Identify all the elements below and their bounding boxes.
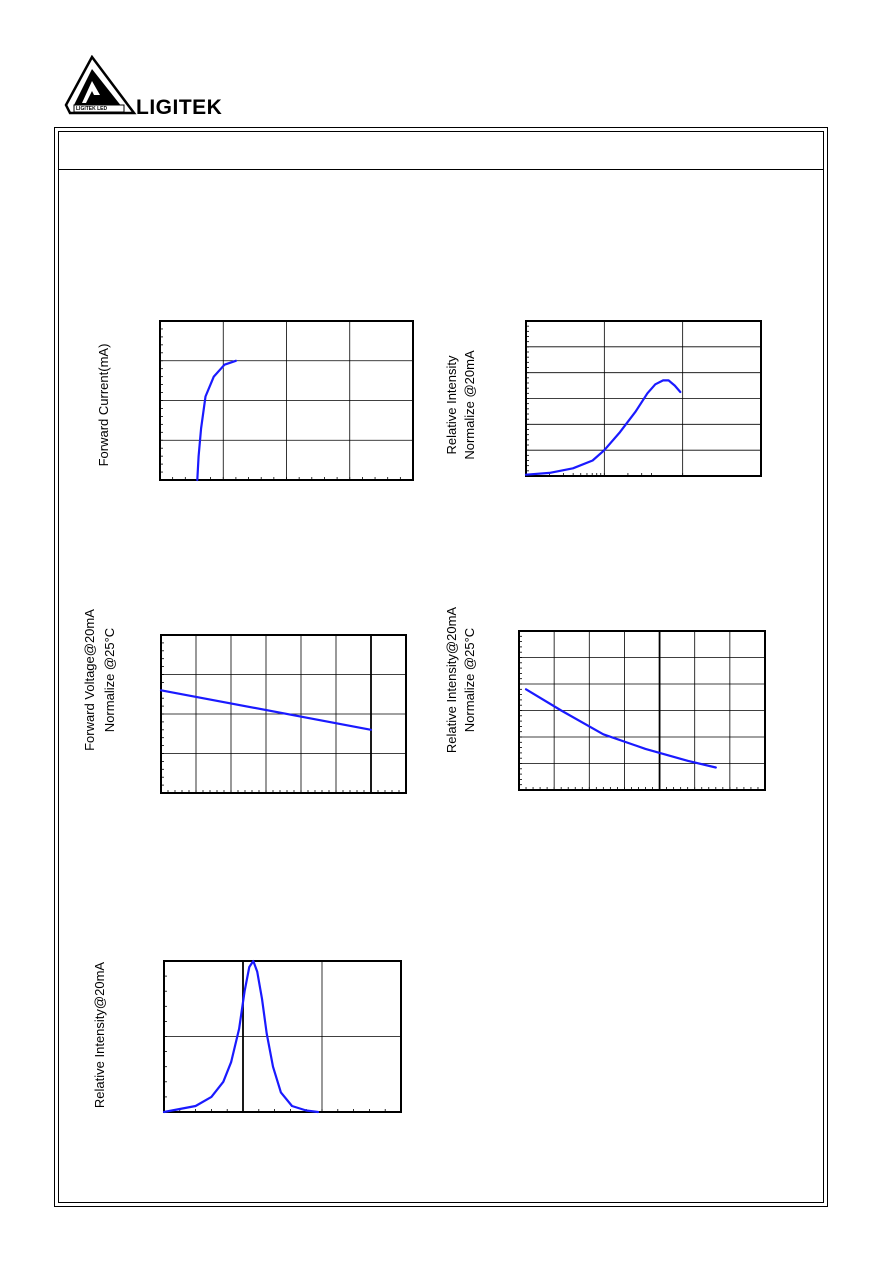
chart-forward-current <box>60 300 430 500</box>
y-axis-label: Relative Intensity@20mA <box>92 961 107 1109</box>
chart-relative-intensity-wavelength <box>60 940 430 1140</box>
y-axis-label: Relative Intensity@20mA <box>444 606 459 754</box>
y-axis-label: Relative Intensity <box>444 355 459 455</box>
y-axis-label: Forward Voltage@20mA <box>82 609 97 751</box>
chart-relative-intensity-current <box>430 300 780 500</box>
y-axis-label: Normalize @25°C <box>102 627 117 733</box>
series-line <box>197 361 236 480</box>
chart-forward-voltage-temperature <box>60 609 430 820</box>
y-axis-label: Normalize @25°C <box>462 627 477 733</box>
brand-name: LIGITEK <box>136 96 223 119</box>
title-bar <box>58 131 824 170</box>
series-line <box>526 380 680 474</box>
y-axis-label: Forward Current(mA) <box>96 343 111 467</box>
y-axis-label: Normalize @20mA <box>462 350 477 460</box>
logo-text: LIGITEK LED <box>76 106 108 112</box>
chart-relative-intensity-temperature <box>430 606 780 820</box>
